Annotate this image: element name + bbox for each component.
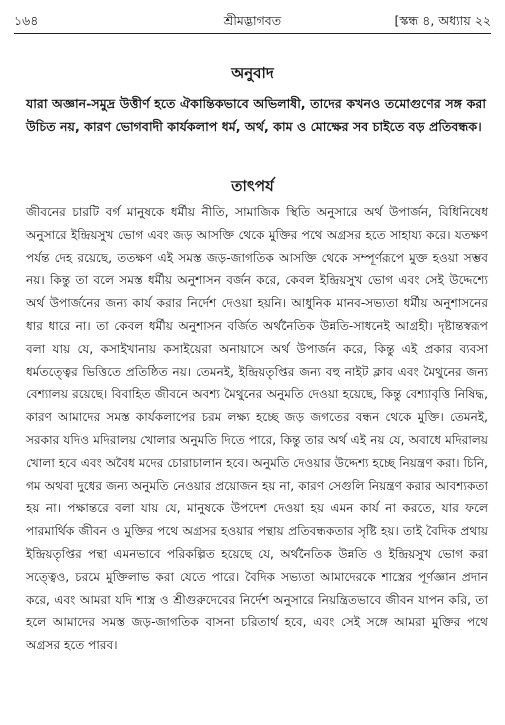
header-divider <box>14 33 491 34</box>
translation-heading: অনুবাদ <box>231 64 274 82</box>
running-header <box>14 8 491 34</box>
purport-heading: তাৎপর্য <box>231 177 274 195</box>
chapter-reference: [স্কন্ধ ৪, অধ্যায় ২২ <box>394 13 491 28</box>
purport-text: জীবনের চারটি বর্গ মানুষকে ধর্মীয় নীতি, সামাজিক স্থিতি অনুসারে অর্থ উপার্জন, বিধিনিষেধ অনুসারে ইন্দ্রিয়সুখ ভোগ এবং জড় আসক্তি থেকে মুক্তির পথে অগ্রসর হতে সাহায্য করে। যতক্ষণ পর্যন্ত দেহ রয়েছে, ততক্ষণ এই সমস্ত জড়-জাগতিক আসক্তি থেকে সম্পূর্ণরূপে মুক্ত হওয়া সম্ভব নয়। কিন্তু তা বলে সমস্ত ধর্মীয় অনুশাসন বর্জন করে, কেবল ইন্দ্রিয়সুখ ভোগ এবং সেই উদ্দেশ্যে অর্থ উপার্জনের জন্য কার্য করার নির্দেশ দেওয়া হয়নি। আধুনিক মানব-সভ্যতা ধর্মীয় অনুশাসনের ধার ধারে না। তা কেবল ধর্মীয় অনুশাসন বর্জিত অর্থনৈতিক উন্নতি-সাধনেই আগ্রহী। দৃষ্টান্তস্বরূপ বলা যায় যে, কসাইখানায় কসাইয়েরা অনায়াসে অর্থ উপার্জন করে, কিন্তু এই প্রকার ব্যবসা ধর্মতত্ত্বের ভিত্তিতে প্রতিষ্ঠিত নয়। তেমনই, ইন্দ্রিয়তৃপ্তির জন্য বহু নাইট ক্লাব এবং মৈথুনের জন্য বেশ্যালয় রয়েছে। বিবাহিত জীবনে অবশ্য মৈথুনের অনুমতি দেওয়া হয়েছে, কিন্তু বেশ্যাবৃত্তি নিষিদ্ধ, কারণ আমাদের সমস্ত কার্যকলাপের চরম লক্ষ্য হচ্ছে জড় জগতের বন্ধন থেকে মুক্তি। তেমনই, সরকার যদিও মদিরালয় খোলার অনুমতি দিতে পারে, কিন্তু তার অর্থ এই নয় যে, অবাধে মদিরালয় খোলা হবে এবং অবৈধ মদের চোরাচালান হবে। অনুমতি দেওয়ার উদ্দেশ্য হচ্ছে নিয়ন্ত্রণ করা। চিনি, গম অথবা দুধের জন্য অনুমতি নেওয়ার প্রয়োজন হয় না, কারণ সেগুলি নিয়ন্ত্রণ করার আবশ্যকতা হয় না। পক্ষান্তরে বলা যায় যে, মানুষকে উপদেশ দেওয়া হয় এমন কার্য না করতে, যার ফলে পারমার্থিক জীবন ও মুক্তির পথে অগ্রসর হওয়ার পন্থায় প্রতিবন্ধকতার সৃষ্টি হয়। তাই বৈদিক প্রথায় ইন্দ্রিয়তৃপ্তির পন্থা এমনভাবে পরিকল্পিত হয়েছে যে, অর্থনৈতিক উন্নতি ও ইন্দ্রিয়সুখ ভোগ করা সত্ত্বেও, চরমে মুক্তিলাভ করা যেতে পারে। বৈদিক সভ্যতা আমাদেরকে শাস্ত্রের পূর্ণজ্ঞান প্রদান করে, এবং আমরা যদি শাস্ত্র ও শ্রীগুরুদেবের নির্দেশ অনুসারে নিয়ন্ত্রিতভাবে জীবন যাপন করি, তা হলে আমাদের সমস্ত জড়-জাগতিক বাসনা চরিতার্থ হবে, এবং সেই সঙ্গে আমরা মুক্তির পথে অগ্রসর হতে পারব। <box>26 205 488 653</box>
translation-text: যারা অজ্ঞান-সমুদ্র উত্তীর্ণ হতে ঐকান্তিকভাবে অভিলাষী, তাদের কখনও তমোগুণের সঙ্গ করা উচিত নয়, কারণ ভোগবাদী কার্যকলাপ ধর্ম, অর্থ, কাম ও মোক্ষের সব চাইতে বড় প্রতিবন্ধক। <box>26 96 486 134</box>
page-number: ১৬৪ <box>14 13 39 28</box>
book-title: শ্রীমদ্ভাগবত <box>223 13 282 28</box>
